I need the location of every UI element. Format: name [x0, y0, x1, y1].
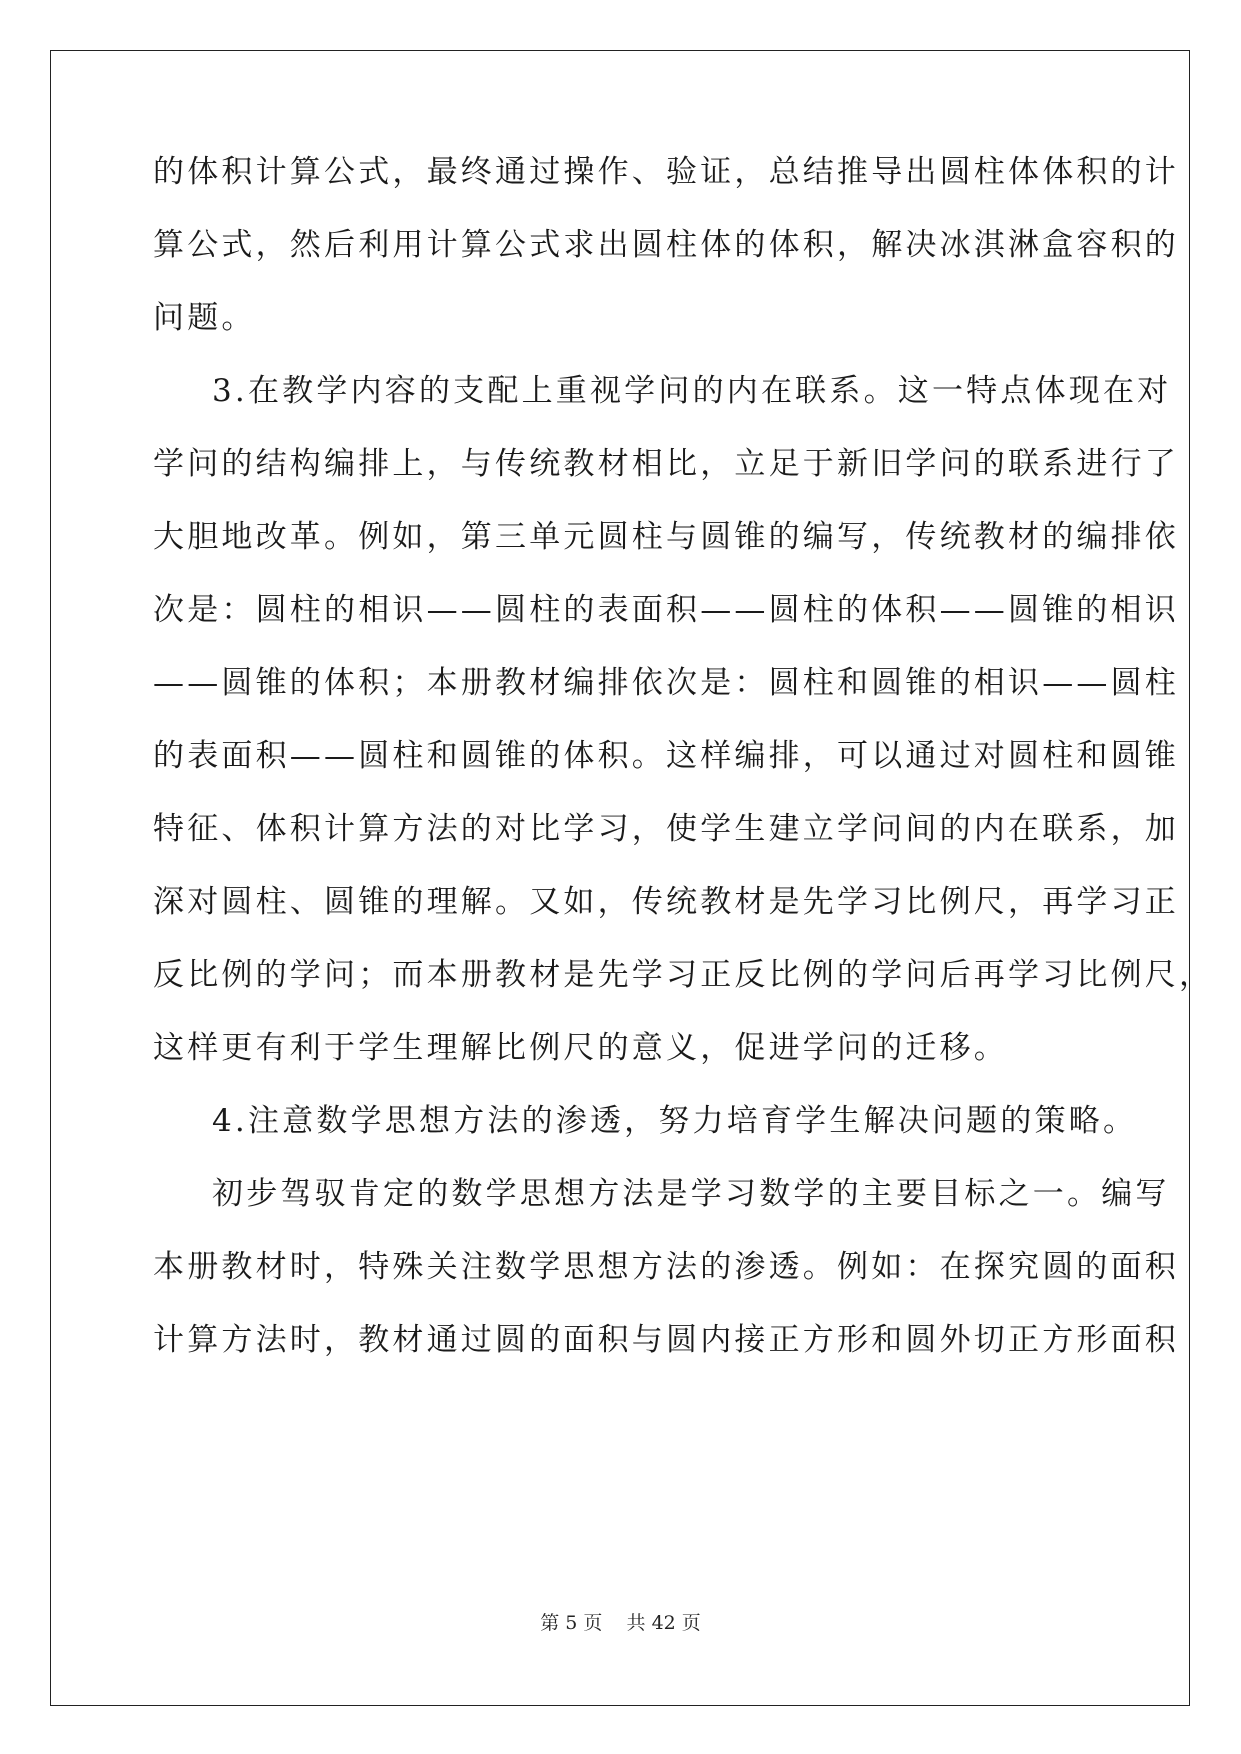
body-text-line: 特征、体积计算方法的对比学习，使学生建立学问间的内在联系，加 [153, 811, 1179, 847]
body-text-line: ——圆锥的体积；本册教材编排依次是：圆柱和圆锥的相识——圆柱 [153, 665, 1179, 701]
page-number: 第 5 页 [540, 1612, 603, 1634]
body-text-line: 的体积计算公式，最终通过操作、验证，总结推导出圆柱体体积的计 [153, 154, 1179, 190]
body-text-line: 的表面积——圆柱和圆锥的体积。这样编排，可以通过对圆柱和圆锥 [153, 738, 1179, 774]
body-text-line: 学问的结构编排上，与传统教材相比，立足于新旧学问的联系进行了 [153, 446, 1179, 482]
paragraph-3-first-line: 3.在教学内容的支配上重视学问的内在联系。这一特点体现在对 [212, 373, 1172, 409]
page-total: 共 42 页 [626, 1612, 701, 1634]
body-text-line: 大胆地改革。例如，第三单元圆柱与圆锥的编写，传统教材的编排依 [153, 519, 1179, 555]
body-text-line: 这样更有利于学生理解比例尺的意义，促进学问的迁移。 [153, 1030, 1008, 1066]
body-text-line: 反比例的学问；而本册教材是先学习正反比例的学问后再学习比例尺， [153, 957, 1214, 993]
body-text-line: 计算方法时，教材通过圆的面积与圆内接正方形和圆外切正方形面积 [153, 1322, 1179, 1358]
body-text-line: 算公式，然后利用计算公式求出圆柱体的体积，解决冰淇淋盒容积的 [153, 227, 1179, 263]
body-text-line: 问题。 [153, 300, 256, 336]
body-text-line: 本册教材时，特殊关注数学思想方法的渗透。例如：在探究圆的面积 [153, 1249, 1179, 1285]
page-footer [0, 1611, 1241, 1635]
body-text-line: 深对圆柱、圆锥的理解。又如，传统教材是先学习比例尺，再学习正 [153, 884, 1179, 920]
body-text-line: 次是：圆柱的相识——圆柱的表面积——圆柱的体积——圆锥的相识 [153, 592, 1179, 628]
paragraph-4-heading: 4.注意数学思想方法的渗透，努力培育学生解决问题的策略。 [212, 1103, 1138, 1139]
paragraph-first-line: 初步驾驭肯定的数学思想方法是学习数学的主要目标之一。编写 [212, 1176, 1170, 1212]
